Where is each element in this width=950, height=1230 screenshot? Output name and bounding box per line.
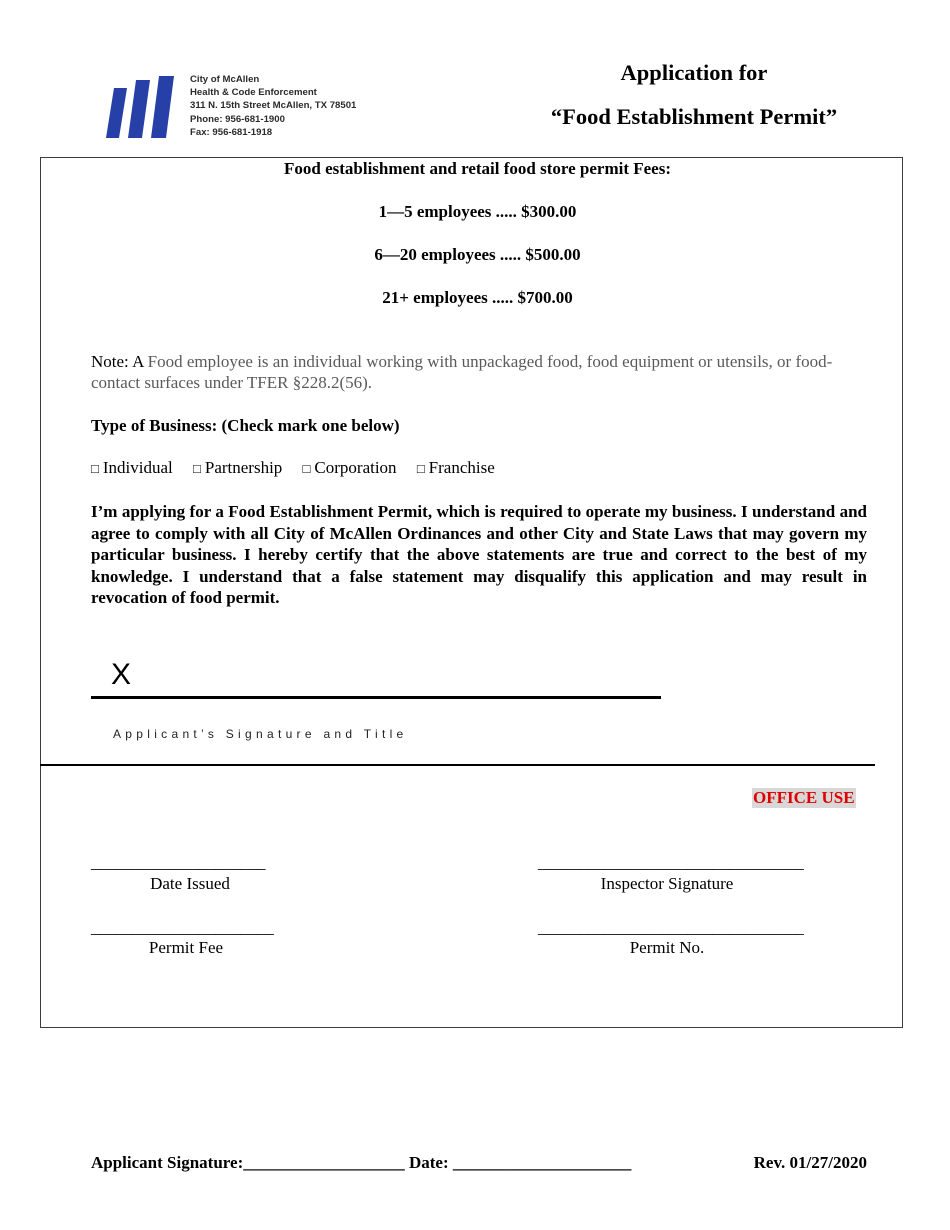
signature-mark: X: [111, 658, 132, 691]
footer-signature-date-fields[interactable]: Applicant Signature:___________________ Date: _____________________: [91, 1153, 632, 1172]
date-issued-field[interactable]: _____________________: [91, 853, 266, 872]
permit-fee-label: Permit Fee: [148, 938, 224, 957]
business-option-franchise[interactable]: [417, 458, 495, 478]
business-option-partnership[interactable]: [193, 458, 282, 478]
checkbox-icon[interactable]: □: [416, 461, 425, 476]
option-label: Corporation: [314, 458, 397, 477]
revision-date: Rev. 01/27/2020: [753, 1153, 867, 1172]
office-use-label: OFFICE USE: [753, 788, 855, 807]
org-phone: Phone: 956-681-1900: [190, 113, 285, 125]
org-name: City of McAllen: [190, 74, 260, 85]
food-employee-note: [91, 351, 881, 393]
business-type-options: [91, 458, 511, 478]
permit-no-label: Permit No.: [629, 938, 705, 957]
document-title-line2: “Food Establishment Permit”: [550, 104, 838, 129]
org-department: Health & Code Enforcement: [190, 87, 317, 99]
note-prefix: Note: A: [91, 352, 144, 371]
permit-no-field[interactable]: ________________________________: [538, 918, 804, 937]
section-divider: [40, 764, 875, 766]
option-label: Franchise: [428, 458, 495, 477]
permit-fee-field[interactable]: ______________________: [91, 918, 274, 937]
signature-line[interactable]: [91, 696, 661, 699]
organization-contact-block: [190, 73, 430, 139]
note-text: Food employee is an individual working with unpackaged food, food equipment or utensils, or food-contact surfaces under TFER §228.2(56).: [91, 352, 833, 392]
signature-caption: Applicant’s Signature and Title: [113, 727, 408, 741]
checkbox-icon[interactable]: □: [193, 461, 201, 476]
document-title-line1: Application for: [620, 60, 768, 85]
org-address: 311 N. 15th Street McAllen, TX 78501: [190, 100, 357, 112]
checkbox-icon[interactable]: □: [91, 461, 99, 476]
fee-tier: 1—5 employees ..... $300.00: [378, 202, 577, 221]
option-label: Partnership: [204, 458, 283, 477]
business-option-corporation[interactable]: [303, 458, 397, 478]
org-fax: Fax: 956-681-1918: [190, 126, 273, 138]
business-option-individual[interactable]: [91, 458, 173, 478]
business-type-heading: Type of Business: (Check mark one below): [91, 416, 400, 435]
fees-heading: Food establishment and retail food store permit Fees:: [283, 159, 672, 178]
fee-tier: 21+ employees ..... $700.00: [382, 288, 573, 307]
checkbox-icon[interactable]: □: [302, 461, 311, 476]
city-logo-icon: [100, 76, 182, 140]
inspector-signature-field[interactable]: ________________________________: [538, 853, 804, 872]
option-label: Individual: [102, 458, 173, 477]
inspector-signature-label: Inspector Signature: [600, 874, 734, 893]
fee-tier: 6—20 employees ..... $500.00: [374, 245, 581, 264]
date-issued-label: Date Issued: [150, 874, 230, 893]
certification-statement: I’m applying for a Food Establishment Permit, which is required to operate my business. I understand and agree to comply with all City of McAllen Ordinances and other City and State Laws that may govern my particular business. I hereby certify that the above statements are true and correct to the best of my knowledge. I understand that a false statement may disqualify this application and may result in revocation of food permit.: [91, 502, 867, 607]
